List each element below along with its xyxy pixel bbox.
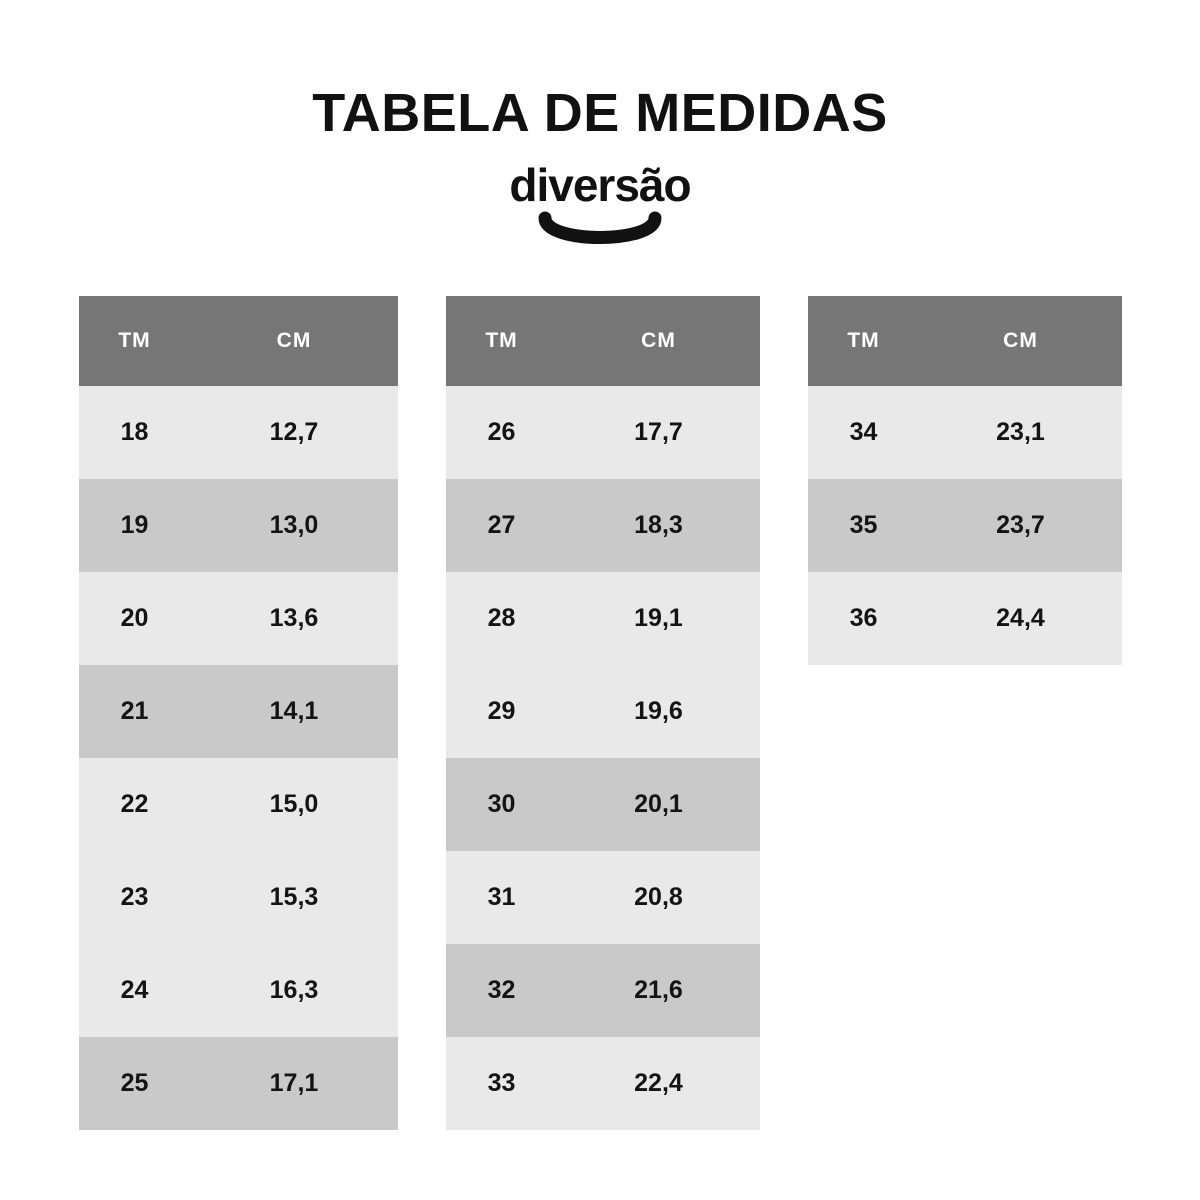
page-title: TABELA DE MEDIDAS (312, 83, 888, 143)
cell-cm: 23,7 (920, 479, 1122, 572)
table-header-row (79, 296, 398, 386)
column-header-cm: CM (558, 296, 760, 386)
table-row (446, 665, 760, 758)
table-row (79, 572, 398, 665)
size-tables (0, 296, 1200, 1130)
table-row (446, 1037, 760, 1130)
cell-tm: 23 (79, 851, 191, 944)
cell-cm: 14,1 (191, 665, 398, 758)
column-header-tm: TM (446, 296, 558, 386)
cell-tm: 30 (446, 758, 558, 851)
table-row (79, 851, 398, 944)
table-row (808, 479, 1122, 572)
cell-cm: 21,6 (558, 944, 760, 1037)
cell-tm: 18 (79, 386, 191, 479)
table-header-row (808, 296, 1122, 386)
table-row (79, 1037, 398, 1130)
table-row (79, 758, 398, 851)
cell-tm: 34 (808, 386, 920, 479)
table-header-row (446, 296, 760, 386)
cell-tm: 35 (808, 479, 920, 572)
column-header-cm: CM (191, 296, 398, 386)
cell-cm: 23,1 (920, 386, 1122, 479)
table-row (446, 851, 760, 944)
table-row (446, 758, 760, 851)
table-row (79, 386, 398, 479)
cell-tm: 21 (79, 665, 191, 758)
cell-cm: 19,6 (558, 665, 760, 758)
cell-cm: 15,3 (191, 851, 398, 944)
cell-cm: 20,1 (558, 758, 760, 851)
table-row (808, 386, 1122, 479)
smile-icon (535, 210, 665, 254)
cell-cm: 24,4 (920, 572, 1122, 665)
cell-tm: 25 (79, 1037, 191, 1130)
cell-tm: 19 (79, 479, 191, 572)
cell-tm: 27 (446, 479, 558, 572)
cell-cm: 13,6 (191, 572, 398, 665)
cell-tm: 22 (79, 758, 191, 851)
table-row (446, 572, 760, 665)
column-header-tm: TM (79, 296, 191, 386)
cell-tm: 20 (79, 572, 191, 665)
cell-cm: 15,0 (191, 758, 398, 851)
table-row (808, 572, 1122, 665)
brand-logo (0, 159, 1200, 262)
table-row (79, 479, 398, 572)
cell-cm: 17,1 (191, 1037, 398, 1130)
cell-tm: 32 (446, 944, 558, 1037)
cell-tm: 29 (446, 665, 558, 758)
table-row (446, 479, 760, 572)
table-row (446, 944, 760, 1037)
table-row (446, 386, 760, 479)
cell-tm: 31 (446, 851, 558, 944)
column-header-cm: CM (920, 296, 1122, 386)
cell-tm: 33 (446, 1037, 558, 1130)
table-row (79, 665, 398, 758)
size-table-1 (79, 296, 398, 1130)
cell-cm: 20,8 (558, 851, 760, 944)
cell-tm: 24 (79, 944, 191, 1037)
cell-cm: 13,0 (191, 479, 398, 572)
column-header-tm: TM (808, 296, 920, 386)
cell-cm: 19,1 (558, 572, 760, 665)
cell-cm: 22,4 (558, 1037, 760, 1130)
size-table-2 (446, 296, 760, 1130)
brand-name: diversão (509, 159, 691, 211)
cell-cm: 12,7 (191, 386, 398, 479)
cell-tm: 28 (446, 572, 558, 665)
cell-cm: 17,7 (558, 386, 760, 479)
cell-cm: 16,3 (191, 944, 398, 1037)
table-row (79, 944, 398, 1037)
cell-cm: 18,3 (558, 479, 760, 572)
cell-tm: 26 (446, 386, 558, 479)
size-table-3 (808, 296, 1122, 665)
cell-tm: 36 (808, 572, 920, 665)
